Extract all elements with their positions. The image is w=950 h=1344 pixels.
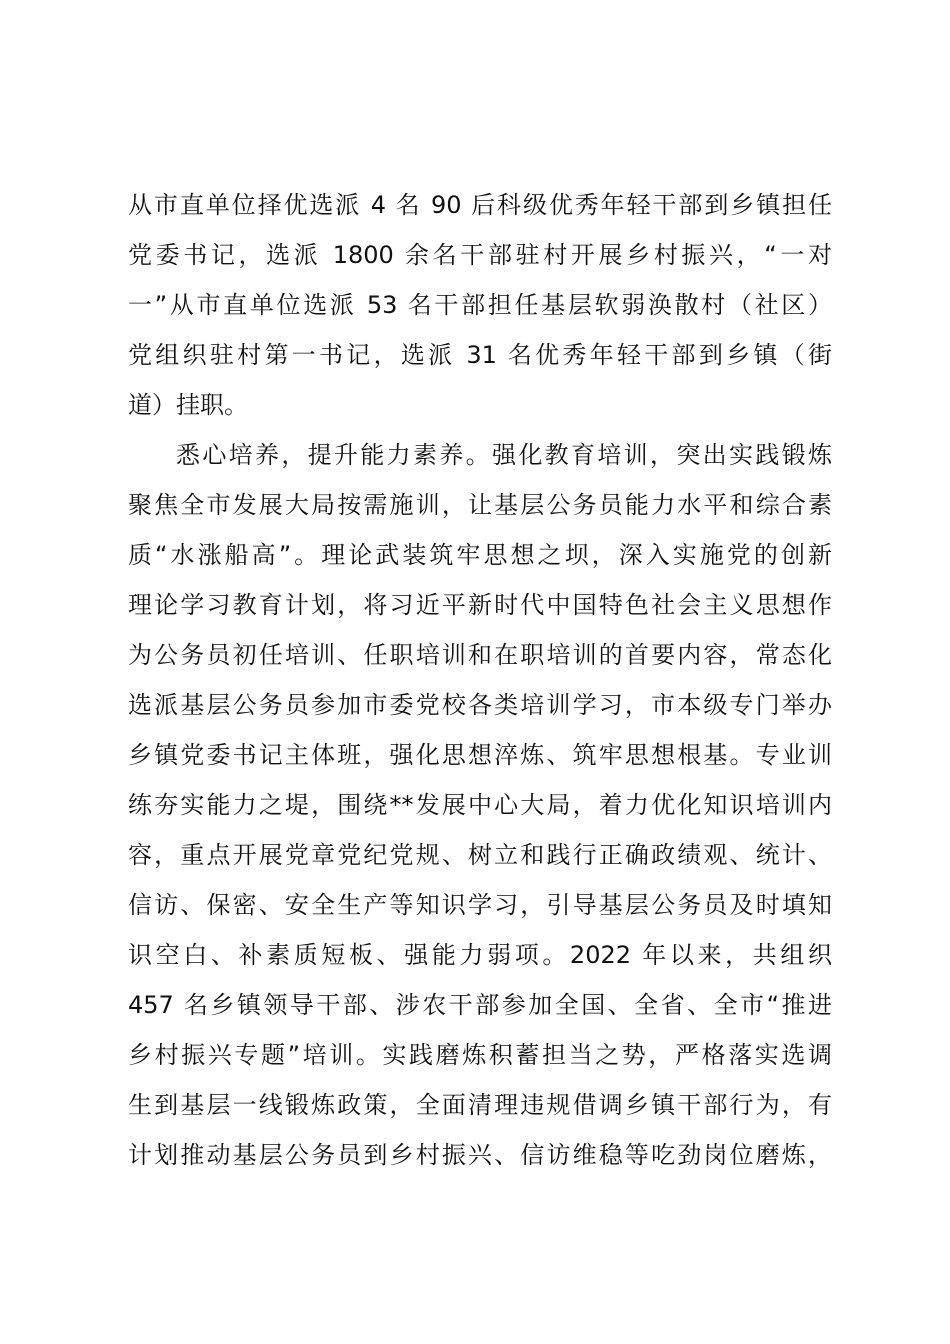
text-line: 一”从市直单位选派 53 名干部担任基层软弱涣散村（社区） bbox=[128, 291, 832, 319]
text-line: 信访、保密、安全生产等知识学习，引导基层公务员及时填知 bbox=[128, 891, 832, 919]
text-line: 计划推动基层公务员到乡村振兴、信访维稳等吃劲岗位磨炼， bbox=[128, 1141, 832, 1169]
text-line: 练夯实能力之堤，围绕**发展中心大局，着力优化知识培训内 bbox=[128, 791, 832, 819]
text-line: 生到基层一线锻炼政策，全面清理违规借调乡镇干部行为，有 bbox=[128, 1091, 832, 1119]
text-line: 选派基层公务员参加市委党校各类培训学习，市本级专门举办 bbox=[128, 691, 832, 719]
text-line: 乡镇党委书记主体班，强化思想淬炼、筑牢思想根基。专业训 bbox=[128, 741, 832, 769]
text-line: 从市直单位择优选派 4 名 90 后科级优秀年轻干部到乡镇担任 bbox=[128, 191, 832, 219]
text-line: 容，重点开展党章党纪党规、树立和践行正确政绩观、统计、 bbox=[128, 841, 832, 869]
text-line: 党委书记，选派 1800 余名干部驻村开展乡村振兴，“一对 bbox=[128, 241, 832, 269]
text-line: 457 名乡镇领导干部、涉农干部参加全国、全省、全市“推进 bbox=[128, 991, 832, 1019]
text-line: 为公务员初任培训、任职培训和在职培训的首要内容，常态化 bbox=[128, 641, 832, 669]
text-line: 质“水涨船高”。理论武装筑牢思想之坝，深入实施党的创新 bbox=[128, 541, 832, 569]
text-line: 乡村振兴专题”培训。实践磨炼积蓄担当之势，严格落实选调 bbox=[128, 1041, 832, 1069]
text-line: 聚焦全市发展大局按需施训，让基层公务员能力水平和综合素 bbox=[128, 491, 832, 519]
text-line: 理论学习教育计划，将习近平新时代中国特色社会主义思想作 bbox=[128, 591, 832, 619]
paragraph-first-line: 悉心培养，提升能力素养。强化教育培训，突出实践锻炼 bbox=[176, 441, 832, 469]
text-line: 道）挂职。 bbox=[128, 391, 248, 419]
text-line: 识空白、补素质短板、强能力弱项。2022 年以来，共组织 bbox=[128, 941, 832, 969]
text-line: 党组织驻村第一书记，选派 31 名优秀年轻干部到乡镇（街 bbox=[128, 341, 832, 369]
